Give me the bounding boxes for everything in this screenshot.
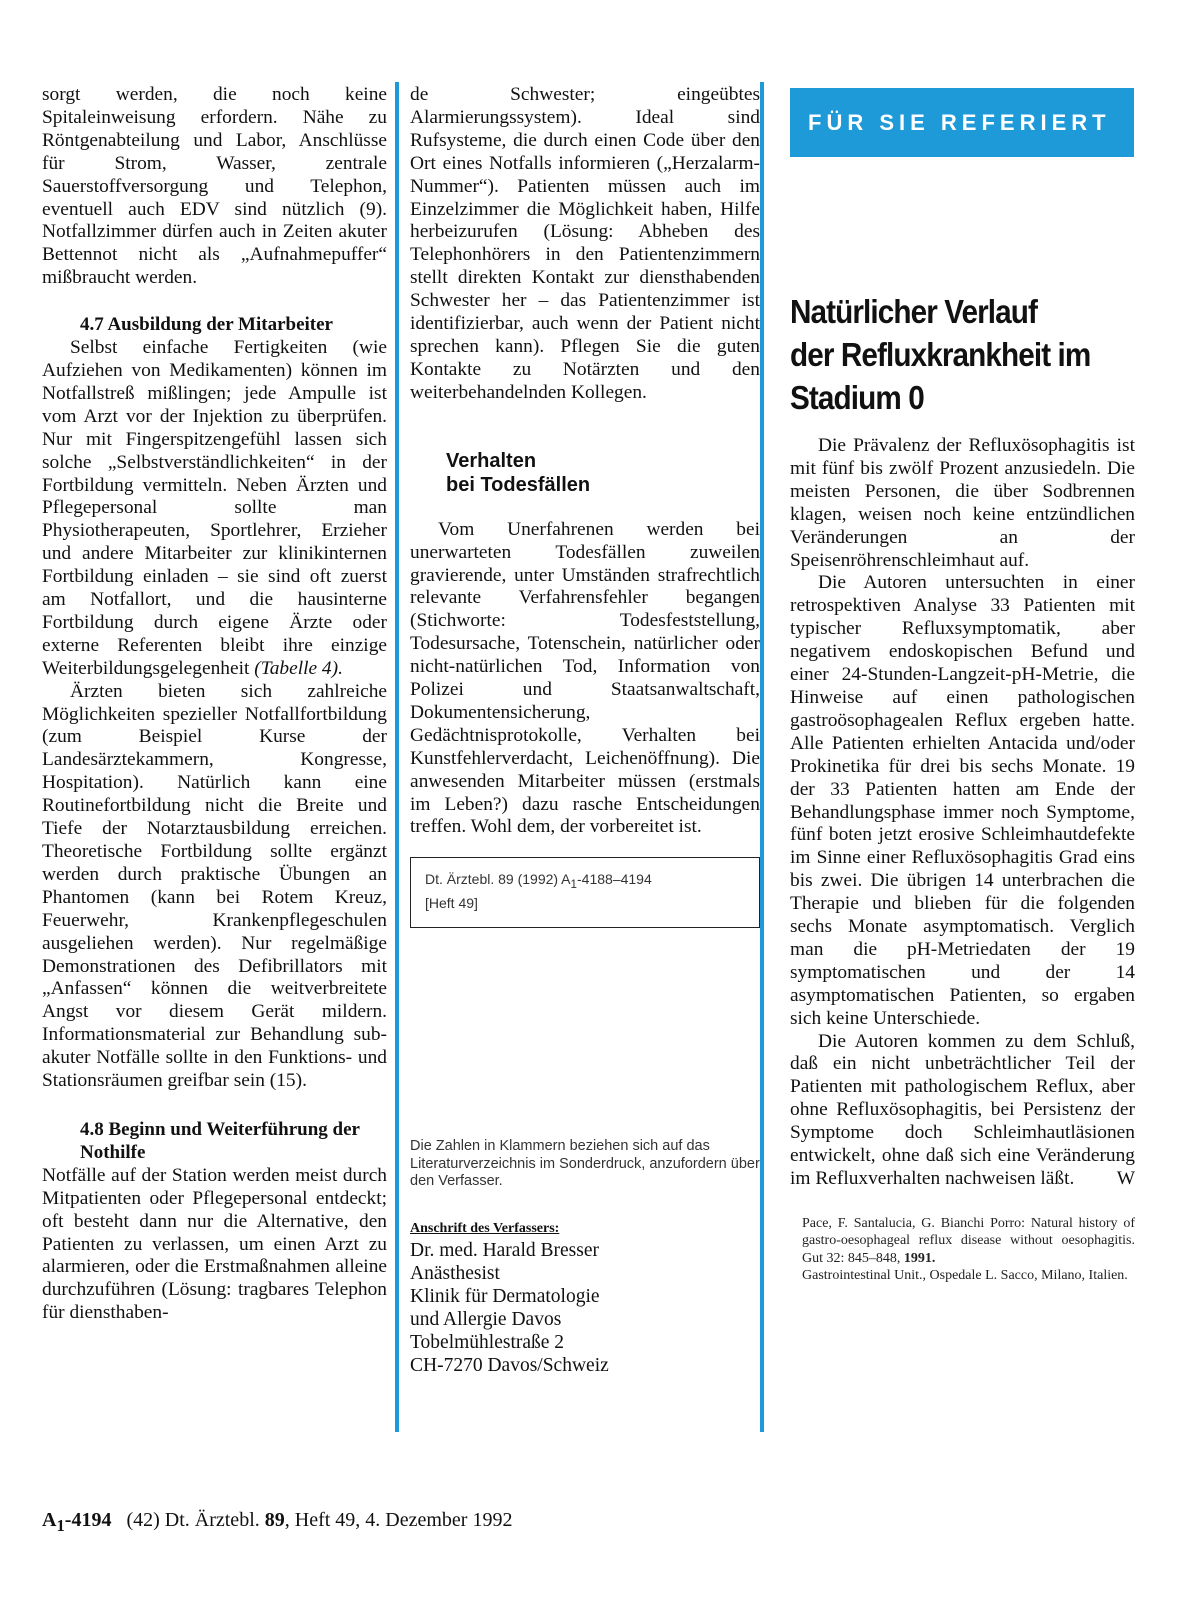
body-text: Die Autoren kommen zu dem Schluß, daß ein nicht unbeträchtlicher Teil der Patienten mit pathologischem Reflux, aber ohne Refluxösophagitis, bei Persistenz der Symptome doch Schleimhautläsionen entwickelt, ohne daß sich eine Veränderung im Refluxverhalten nachweisen läßt. (790, 1030, 1135, 1189)
citation-text (802, 1215, 1135, 1268)
column-right (790, 290, 1135, 1285)
citation (802, 1215, 1135, 1285)
body-text: Selbst einfache Fertigkeiten (wie Aufziehen von Medikamenten) können im Notfallstreß mißlingen; jede Ampulle ist vom Arzt vor der Injektion zu überprüfen. Nur mit Fingerspitzengefühl lassen sich solche „Selbstverständlichkeiten“ in der Fortbildung vermitteln. Neben Ärzten und Pflegepersonal sollte man Physiotherapeuten, Sportlehrer, Erzieher und andere Mitarbeiter zur klinikinternen Fortbildung einladen – sie sind oft zuerst am Notfallort, und die hausinterne Fortbildung durch eigene Ärzte oder externe Referenten bleibt ihre einzige Weiterbildungsgelegenheit (42, 337, 387, 679)
citation-affiliation: Gastrointestinal Unit., Ospedale L. Sacco, Milano, Italien. (802, 1268, 1128, 1284)
footer-section: A (42, 1509, 57, 1531)
table-reference: (Tabelle 4). (254, 657, 343, 679)
address-line: Dr. med. Harald Bresser (410, 1239, 599, 1261)
reference-subscript: 1 (570, 878, 578, 892)
footer-issue: , Heft 49, 4. Dezember 1992 (284, 1509, 513, 1531)
reference-line (425, 870, 745, 894)
address-line: Klinik für Dermatologie (410, 1285, 600, 1307)
author-initial: W (1116, 1168, 1135, 1189)
body-paragraph: Ärzten bieten sich zahlreiche Möglichkeiten spezieller Notfallfortbildung (zum Beispiel Kurse der Landesärztekammern, Kongresse, Hospitation). Natürlich kann eine Routinefortbildung nicht die Breite und Tiefe der Notarztausbildung erreichen. Theoretische Fortbildung sollte ergänzt werden durch praktische Übungen an Phantomen (kann bei Rotem Kreuz, Feuerwehr, Krankenpflegeschulen ausgeliehen werden). Nur regelmäßige Demonstrationen des Defibrillators mit „Anfassen“ können die weitverbreitete Angst vor diesem Gerät mildern. Informationsmaterial zur Behandlung sub-akuter Notfälle sollte in den Funktions- und Stationsräumen greifbar sein (15). (42, 680, 387, 1092)
footer-subscript: 1 (56, 1516, 65, 1535)
section-heading (446, 449, 760, 497)
address-line: und Allergie Davos (410, 1308, 562, 1330)
body-paragraph: Die Prävalenz der Refluxösophagitis ist mit fünf bis zwölf Prozent anzusiedeln. Die meisten Personen, die über Sodbrennen klagen, weisen noch keine entzündlichen Veränderungen an der Speisenröhrenschleimhaut auf. (790, 435, 1135, 571)
headline-line: Natürlicher Verlauf (790, 293, 1038, 330)
address-line: CH-7270 Davos/Schweiz (410, 1354, 609, 1376)
body-paragraph (790, 1031, 1135, 1191)
column-divider (395, 82, 399, 1432)
body-paragraph: Notfälle auf der Station werden meist durch Mitpatienten oder Pflegepersonal entdeckt; oft besteht dann nur die Alternative, den Patienten zu verlassen, um einen Arzt zu alarmieren, oder die Erstmaßnahmen alleine durchzuführen (Lösung: tragbares Telephon für diensthaben- (42, 1164, 387, 1324)
column-divider (760, 82, 764, 1432)
footer-journal: (42) Dt. Ärztebl. (126, 1509, 260, 1531)
column-left (42, 84, 387, 1325)
reference-pages: -4188–4194 (577, 871, 652, 888)
address-heading: Anschrift des Verfassers: (410, 1220, 560, 1236)
citation-year: 1991. (903, 1250, 936, 1266)
body-paragraph: Vom Unerfahrenen werden bei unerwarteten Todesfällen zuweilen gravierende, unter Umständen strafrechtlich relevante Verfahrensfehler begangen (Stichworte: Todesfeststellung, Todesursache, Totenschein, natürlicher oder nicht-natürlichen Tod, Information von Polizei und Staatsanwaltschaft, Dokumentensicherung, Gedächtnisprotokolle, Verhalten bei Kunstfehlerverdacht, Leichenöffnung). Die anwesenden Mitarbeiter müssen (erstmals im Leben?) dazu rasche Entscheidungen treffen. Wohl dem, der vorbereitet ist. (410, 518, 760, 838)
author-address (410, 1239, 760, 1377)
citation-body: Pace, F. Santalucia, G. Bianchi Porro: Natural history of gastro-oesophageal reflux disease without oesophagitis. Gut 32: 845–848, (802, 1215, 1135, 1266)
column-middle (410, 84, 760, 1377)
body-paragraph: sorgt werden, die noch keine Spitaleinweisung erfordern. Nähe zu Röntgenabteilung und Labor, Anschlüsse für Strom, Wasser, zentrale Sauerstoffversorgung und Telephon, eventuell auch EDV sind nützlich (9). Notfallzimmer dürfen auch in Zeiten akuter Bettennot nicht als „Aufnahmepuffer“ mißbraucht werden. (42, 84, 387, 289)
section-heading: 4.8 Beginn und Weiterführung der Nothilfe (80, 1118, 360, 1163)
reference-journal: Dt. Ärztebl. 89 (1992) A (425, 871, 571, 888)
body-paragraph (42, 337, 387, 681)
body-paragraph: de Schwester; eingeübtes Alarmierungssystem). Ideal sind Rufsysteme, die durch einen Code über den Ort eines Notfalls informieren („Herzalarm-Nummer“). Patienten müssen auch im Einzelzimmer die Möglichkeit haben, Hilfe herbeizurufen (Lösung: Abheben des Telephonhörers in den Patientenzimmern stellt direkten Kontakt zur diensthabenden Schwester her – das Patientenzimmer ist identifizierbar, auch wenn der Patient nicht sprechen kann). Pflegen Sie die guten Kontakte zu Notärzten und den weiterbehandelnden Kollegen. (410, 84, 760, 403)
section-heading: 4.7 Ausbildung der Mitarbeiter (80, 314, 333, 336)
footer-volume: 89 (264, 1509, 285, 1531)
article-headline (790, 290, 1135, 419)
page-footer (42, 1508, 512, 1538)
heading-line: Verhalten (446, 449, 537, 472)
reference-box (410, 857, 760, 928)
heading-line: bei Todesfällen (446, 473, 591, 496)
headline-line: der Refluxkrankheit im (790, 336, 1091, 373)
headline-line: Stadium 0 (790, 379, 924, 416)
reference-issue: [Heft 49] (425, 895, 478, 912)
footer-page-number: -4194 (64, 1509, 112, 1531)
body-paragraph: Die Autoren untersuchten in einer retrospektiven Analyse 33 Patienten mit typischer Refluxsymptomatik, aber negativem endoskopischen Befund und einer 24-Stunden-Langzeit-pH-Metrie, die Hinweise auf einen pathologischen gastroösophagealen Reflux ergeben hatte. Alle Patienten erhielten Antacida und/oder Prokinetika für drei bis sechs Monate. 19 der 33 Patienten hatten am Ende der Behandlungsphase immer noch Symptome, fünf boten jetzt erosive Schleimhautdefekte im Sinne einer Refluxösophagitis Grad eins bis zwei. Die übrigen 14 unterbrachen die Therapie und blieben für die folgenden sechs Monate asymptomatisch. Verglich man die pH-Metriedaten der 19 symptomatischen und der 14 asymptomatischen Patienten, so ergaben sich keine Unterschiede. (790, 572, 1135, 1029)
footnote: Die Zahlen in Klammern beziehen sich auf das Literaturverzeichnis im Sonderdruck, anzufordern über den Verfasser. (410, 1138, 760, 1190)
address-line: Tobelmühlestraße 2 (410, 1331, 565, 1353)
section-banner: FÜR SIE REFERIERT (790, 88, 1134, 157)
address-line: Anästhesist (410, 1262, 500, 1284)
